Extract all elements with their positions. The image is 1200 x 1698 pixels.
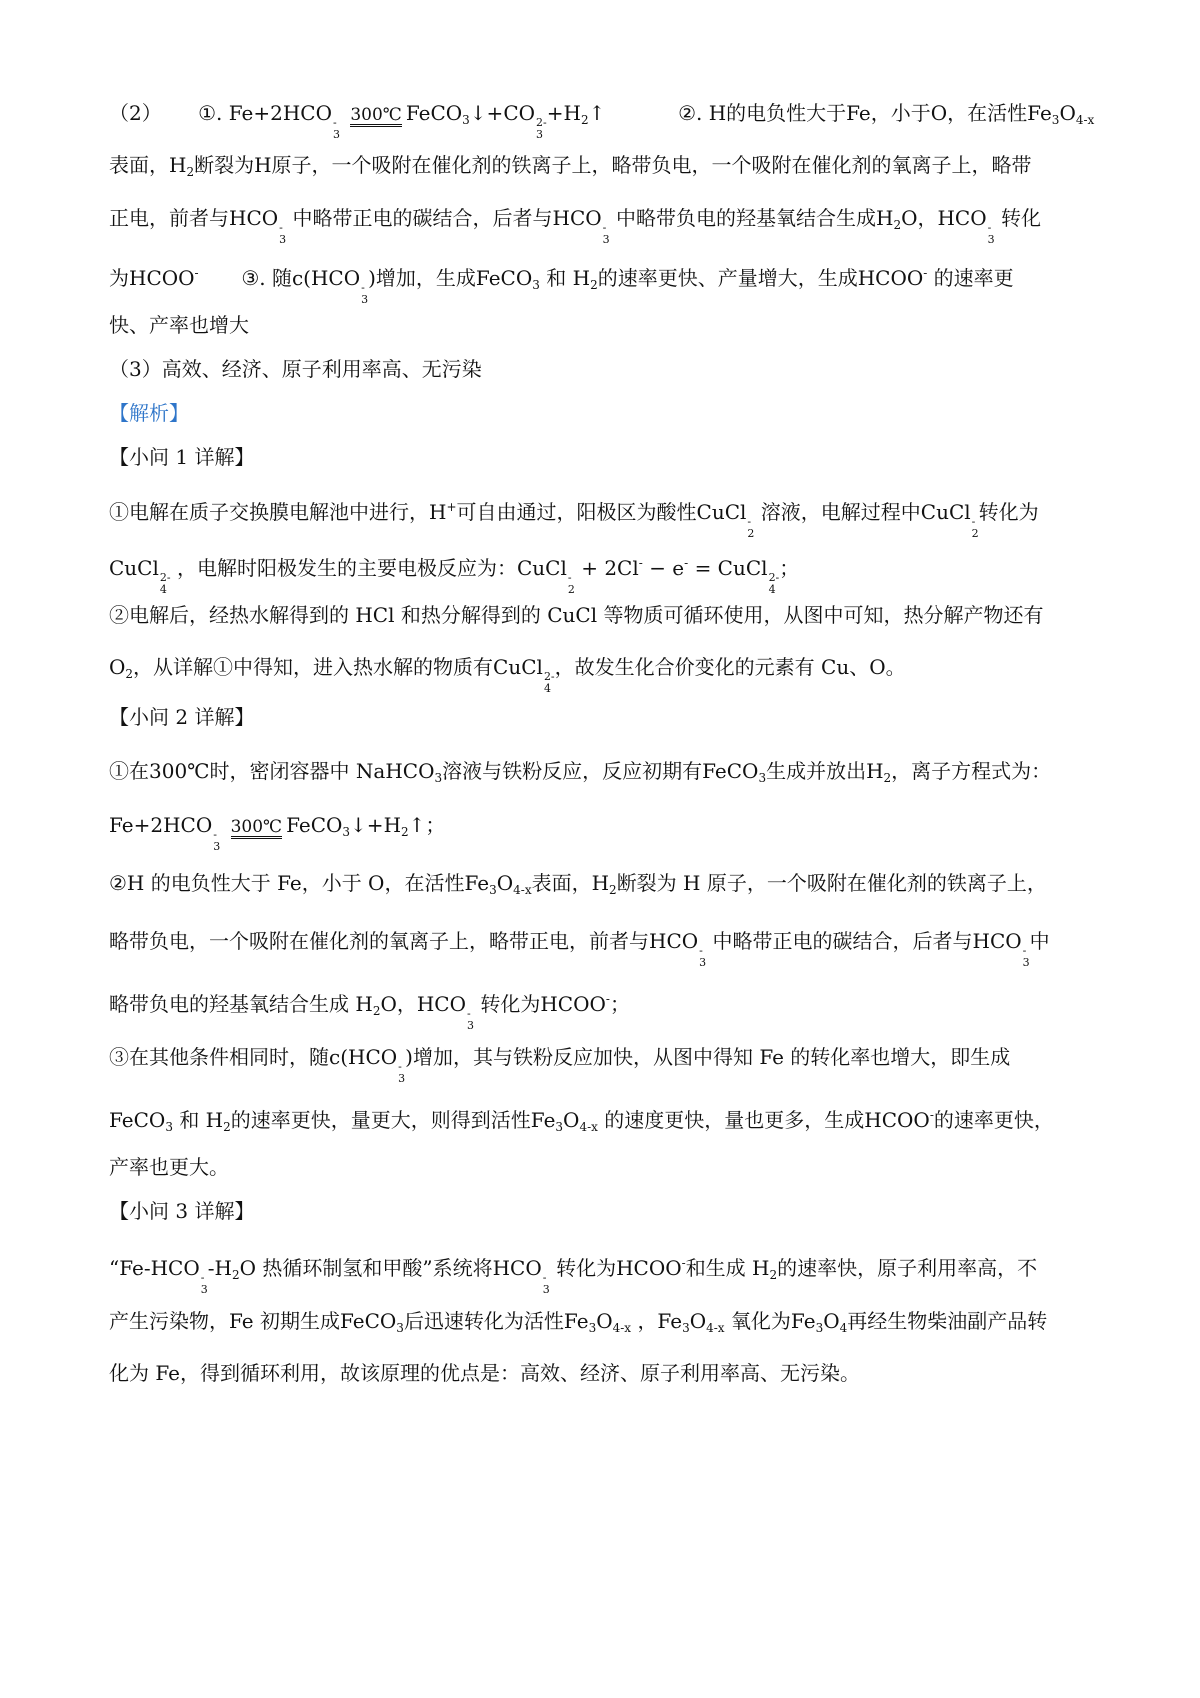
sub2-p3-line1: ③在其他条件相同时，随c(HCO - 3 )增加，其与铁粉反应加快，从图中得知 Fe 的转化率也增大，即生成 (109, 1045, 1011, 1085)
sub2-p1-line1: ①在300℃时，密闭容器中 NaHCO$_3$溶液与铁粉反应，反应初期有FeCO$_3$生成并放出$H_2$，离子方程式为： (109, 759, 1052, 785)
sub1-p2-line2: $O_2$，从详解①中得知，进入热水解的物质有CuCl 2- 4 ，故发生化合价变化的元素有 Cu、O。 (109, 655, 906, 695)
sub2-p3-line3: 产率也更大。 (109, 1155, 229, 1179)
sub3-title: 【小问 3 详解】 (109, 1199, 255, 1223)
sub3-p1-line1: “Fe-HCO - 3 $-H_2O$ 热循环制氢和甲酸”系统将HCO - 3 转化为HCOO-和生成 $H_2$的速率快，原子利用率高，不 (109, 1256, 1038, 1296)
analysis-label: 【解析】 (109, 401, 189, 425)
equation-condition: 300℃ (230, 817, 283, 837)
sub1-title: 【小问 1 详解】 (109, 445, 255, 469)
sub2-p2-line1: ②H 的电负性大于 Fe，小于 O，在活性$Fe_3O_{4-x}$表面，$H_2$断裂为 H 原子，一个吸附在催化剂的铁离子上， (109, 871, 1047, 897)
sub3-p2-line2: 产生污染物，Fe 初期生成FeCO$_3$后迅速转化为活性$Fe_3O_{4-x}$ ，$Fe_3O_{4-x}$ 氧化为$Fe_3O_4$再经生物柴油副产品转 (109, 1309, 1048, 1335)
sub3-p3-line3: 化为 Fe，得到循环利用，故该原理的优点是：高效、经济、原子利用率高、无污染。 (109, 1361, 860, 1385)
answer-q2-line3: 正电，前者与HCO - 3 中略带正电的碳结合，后者与HCO - 3 中略带负电的羟基氧结合生成$H_2O$，HCO - 3 转化 (109, 206, 1041, 246)
answer-q3: （3）高效、经济、原子利用率高、无污染 (109, 357, 482, 381)
answer-q2-line4: 为HCOO- ③. 随c(HCO - 3 )增加，生成FeCO$_3$ 和 $H_2$的速率更快、产量增大，生成HCOO- 的速率更 (109, 266, 1014, 306)
sub1-p1-line1: ①电解在质子交换膜电解池中进行，H+可自由通过，阳极区为酸性CuCl - 2 溶液，电解过程中CuCl - 2 转化为 (109, 500, 1039, 540)
answer-q2-line2: 表面，$H_2$断裂为H原子，一个吸附在催化剂的铁离子上，略带负电，一个吸附在催化剂的氧离子上，略带 (109, 153, 1032, 179)
answer-q2-line5: 快、产率也增大 (109, 313, 249, 337)
sub1-p1-line2: CuCl 2- 4 ，电解时阳极发生的主要电极反应为：CuCl - 2 + 2Cl- − e- = CuCl 2- 4 ； (109, 556, 800, 596)
sub2-title: 【小问 2 详解】 (109, 705, 255, 729)
sub2-equation: Fe+2HCO - 3 300℃ $FeCO_3↓+H_2↑$； (109, 813, 446, 853)
sub2-p3-line2: FeCO$_3$ 和 $H_2$的速率更快，量更大，则得到活性$Fe_3O_{4-x}$ 的速度更快，量也更多，生成HCOO-的速率更快， (109, 1108, 1054, 1134)
sub1-p2-line1: ②电解后，经热水解得到的 HCl 和热分解得到的 CuCl 等物质可循环使用，从图中可知，热分解产物还有 (109, 603, 1044, 627)
reaction-condition: 300℃ (350, 105, 402, 125)
answer-q2-line1: （2） ①. Fe+2HCO - 3 300℃ FeCO$_3$↓+CO 2- 3 $+H_2↑$ ②. H的电负性大于Fe，小于O，在活性$Fe_3O_{4-x}$ (109, 101, 1095, 141)
sub2-p2-line3: 略带负电的羟基氧结合生成 $H_2O$，HCO - 3 转化为HCOO-； (109, 992, 630, 1032)
sub2-p2-line2: 略带负电，一个吸附在催化剂的氧离子上，略带正电，前者与HCO - 3 中略带正电的碳结合，后者与HCO - 3 中 (109, 929, 1050, 969)
